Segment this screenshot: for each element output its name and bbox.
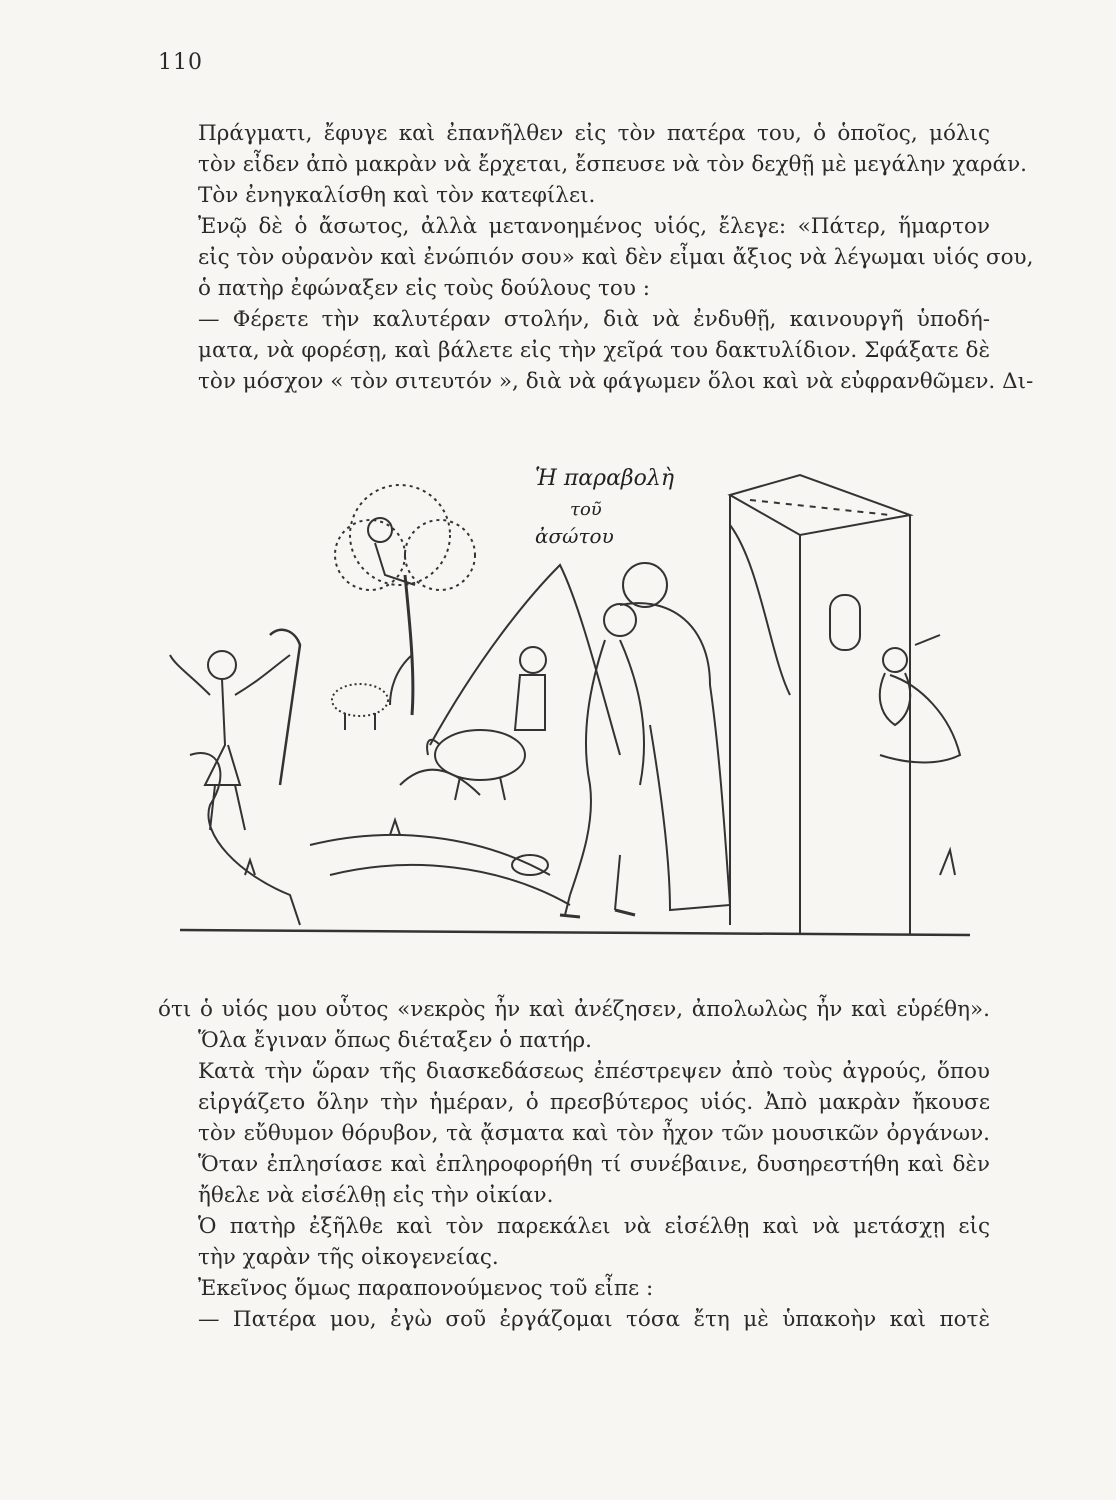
text-line: Ὅταν ἐπλησίασε καὶ ἐπληροφορήθη τί συνέβαινε, δυσηρεστήθη καὶ δὲν [198, 1152, 990, 1177]
paragraph-obeyed [158, 1025, 990, 1056]
caption-line-3: ἀσώτου [535, 524, 614, 548]
paragraph-repentance [158, 211, 1034, 304]
text-line: Ἐνῷ δὲ ὁ ἄσωτος, ἀλλὰ μετανοημένος υἱός, ἔλεγε: «Πάτερ, ἥμαρτον [198, 214, 990, 239]
text-line: Τὸν ἐνηγκαλίσθη καὶ τὸν κατεφίλει. [198, 183, 596, 208]
text-line: τὸν μόσχον « τὸν σιτευτόν », διὰ νὰ φάγωμεν ὅλοι καὶ νὰ εὐφρανθῶμεν. Δι- [198, 369, 1034, 394]
paragraph-father-pleads [158, 1211, 990, 1273]
text-line: ὁ πατὴρ ἐφώναξεν εἰς τοὺς δούλους του : [198, 276, 650, 301]
page-number: 110 [158, 50, 203, 75]
text-line: Ὅλα ἔγιναν ὅπως διέταξεν ὁ πατήρ. [198, 1028, 592, 1053]
text-line: Κατὰ τὴν ὥραν τῆς διασκεδάσεως ἐπέστρεψεν ἀπὸ τοὺς ἀγρούς, ὅπου [198, 1059, 990, 1084]
paragraph-quote [158, 994, 990, 1025]
paragraph-elder-son [158, 1056, 990, 1211]
caption-line-1: Ἡ παραβολὴ [535, 466, 675, 491]
text-line: — Φέρετε τὴν καλυτέραν στολήν, διὰ νὰ ἐνδυθῇ, καινουργῆ ὑποδή- [198, 307, 990, 332]
text-line: ματα, νὰ φορέσῃ, καὶ βάλετε εἰς τὴν χεῖρά του δακτυλίδιον. Σφάξατε δὲ [198, 338, 990, 363]
text-line: Ὁ πατὴρ ἐξῆλθε καὶ τὸν παρεκάλει νὰ εἰσέλθῃ καὶ νὰ μετάσχῃ εἰς [198, 1214, 990, 1239]
text-line: ότι ὁ υἱός μου οὗτος «νεκρὸς ἦν καὶ ἀνέζησεν, ἀπολωλὼς ἦν καὶ εὑρέθη». [158, 997, 990, 1022]
text-line: Ἐκεῖνος ὅμως παραπονούμενος τοῦ εἶπε : [198, 1276, 654, 1301]
text-line: Πράγματι, ἔφυγε καὶ ἐπανῆλθεν εἰς τὸν πατέρα του, ὁ ὁποῖος, μόλις [198, 121, 990, 146]
paragraph-return [158, 118, 1027, 211]
text-line: τὴν χαρὰν τῆς οἰκογενείας. [198, 1245, 499, 1270]
paragraph-complaint [158, 1273, 990, 1304]
text-line: — Πατέρα μου, ἐγὼ σοῦ ἐργάζομαι τόσα ἔτη μὲ ὑπακοὴν καὶ ποτὲ [198, 1307, 990, 1332]
text-line: εἰς τὸν οὐρανὸν καὶ ἐνώπιόν σου» καὶ δὲν εἶμαι ἄξιος νὰ λέγωμαι υἱός σου, [198, 245, 1034, 270]
paragraph-speech [158, 1304, 990, 1335]
text-line: εἰργάζετο ὅλην τὴν ἡμέραν, ὁ πρεσβύτερος υἱός. Ἀπὸ μακρὰν ἤκουσε [198, 1090, 990, 1115]
prodigal-son-illustration [150, 455, 1000, 955]
bottom-text-block [158, 994, 990, 1335]
text-line: τὸν εὔθυμον θόρυβον, τὰ ᾄσματα καὶ τὸν ἦχον τῶν μουσικῶν ὀργάνων. [198, 1121, 990, 1146]
illustration-caption [150, 455, 1000, 955]
text-line: τὸν εἶδεν ἀπὸ μακρὰν νὰ ἔρχεται, ἔσπευσε νὰ τὸν δεχθῇ μὲ μεγάλην χαράν. [198, 152, 1027, 177]
paragraph-command [158, 304, 1034, 397]
caption-line-2: τοῦ [570, 499, 602, 520]
top-text-block [158, 118, 1034, 397]
text-line: ἤθελε νὰ εἰσέλθῃ εἰς τὴν οἰκίαν. [198, 1183, 554, 1208]
